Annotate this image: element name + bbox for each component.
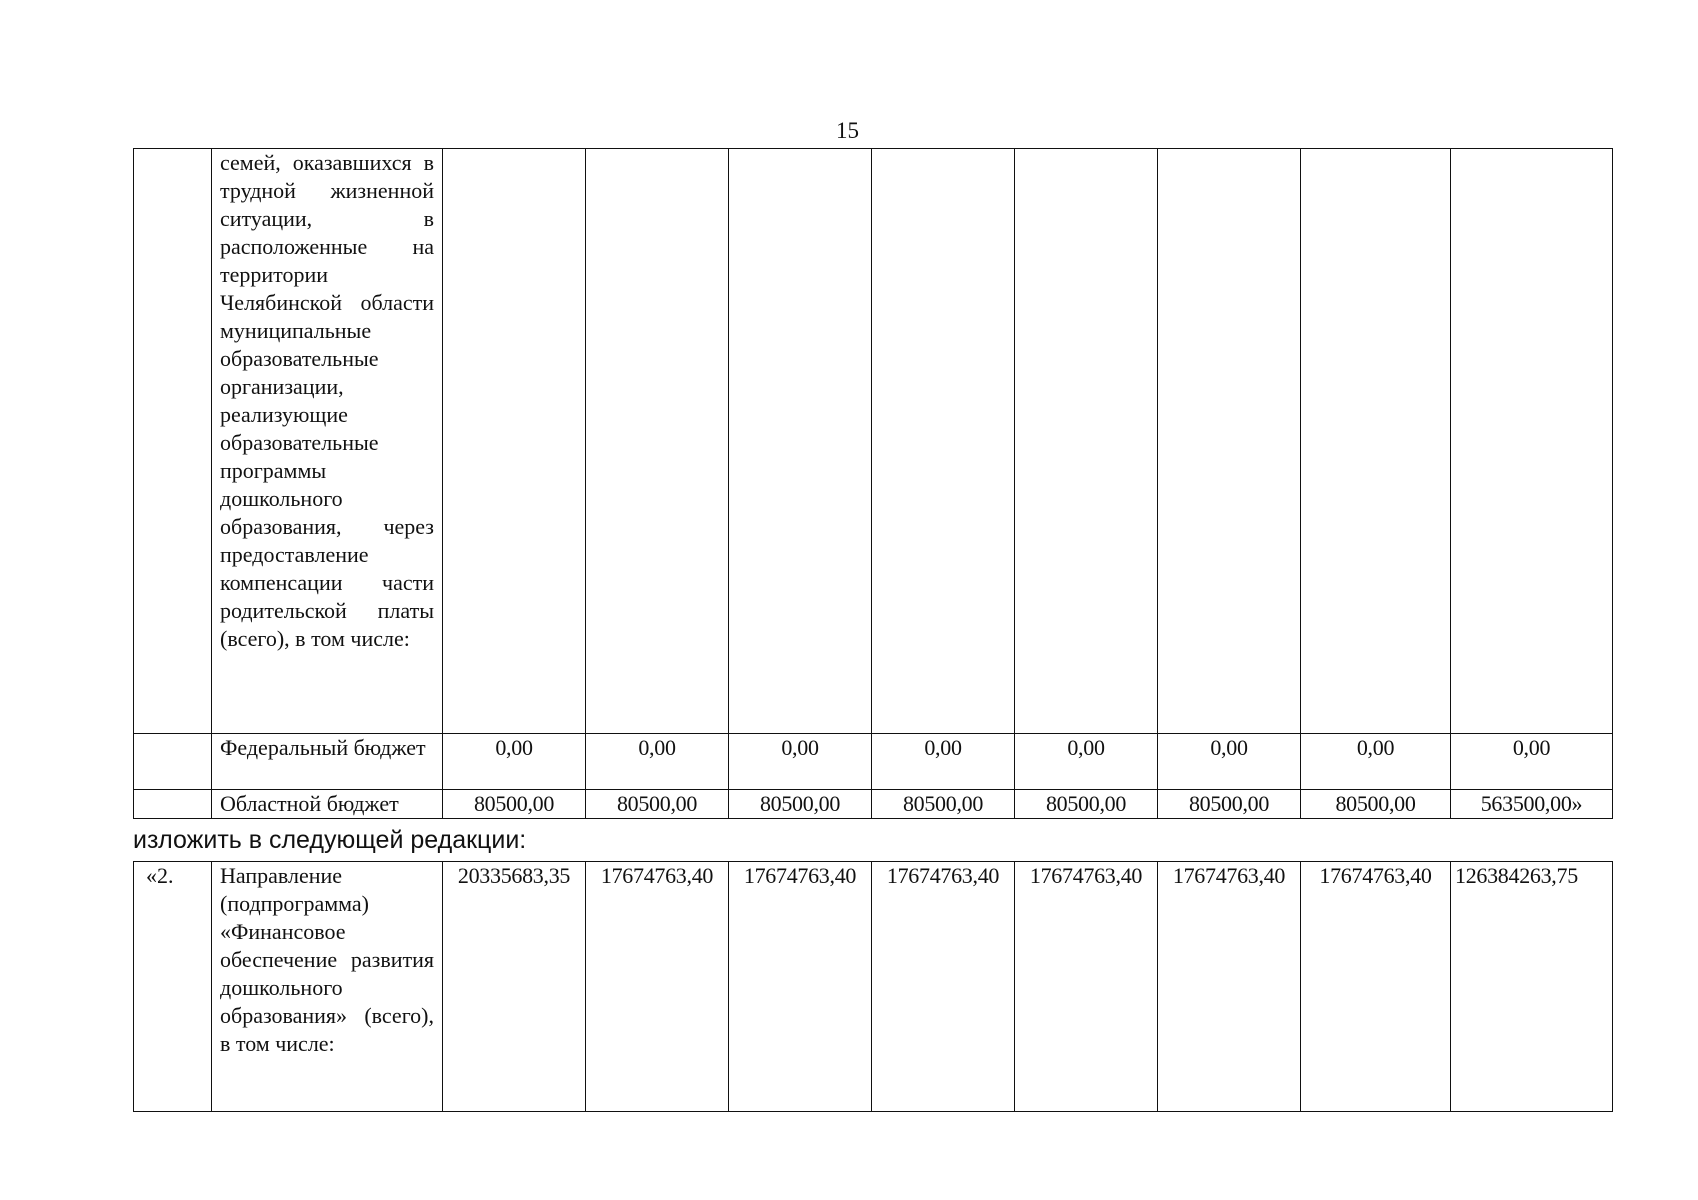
value-cell: 80500,00 <box>1158 790 1301 819</box>
value-cell: 0,00 <box>1451 734 1613 790</box>
value-cell: 0,00 <box>443 734 586 790</box>
value-cell: 17674763,40 <box>872 862 1015 1112</box>
value-cell: 80500,00 <box>729 790 872 819</box>
table-row-direction <box>134 862 1613 1112</box>
row-index-cell: «2. <box>134 862 212 1112</box>
empty-cell <box>1301 149 1451 734</box>
empty-cell <box>872 149 1015 734</box>
value-cell: 0,00 <box>586 734 729 790</box>
value-cell: 0,00 <box>872 734 1015 790</box>
table-row-regional-budget <box>134 790 1613 819</box>
value-cell: 80500,00 <box>872 790 1015 819</box>
value-cell: 80500,00 <box>1301 790 1451 819</box>
value-cell: 17674763,40 <box>1301 862 1451 1112</box>
empty-cell <box>729 149 872 734</box>
empty-cell <box>1158 149 1301 734</box>
value-cell: 80500,00 <box>1015 790 1158 819</box>
empty-cell <box>134 790 212 819</box>
value-cell: 17674763,40 <box>1015 862 1158 1112</box>
amendment-caption: изложить в следующей редакции: <box>133 826 527 854</box>
table-row <box>134 149 1613 734</box>
value-cell: 17674763,40 <box>729 862 872 1112</box>
row-label-cell: Федеральный бюджет <box>212 734 443 790</box>
row-description-cell: семей, оказавшихся в трудной жизненной ситуации, в расположенные на территории Челябинской области муниципальные образовательные организации, реализующие образовательные программы дошкольного образования, через предоставление компенсации части родительской платы (всего), в том числе: <box>212 149 443 734</box>
funding-table-new <box>133 861 1613 1112</box>
table-row-federal-budget <box>134 734 1613 790</box>
page-number: 15 <box>836 118 859 143</box>
value-cell: 0,00 <box>1158 734 1301 790</box>
funding-table-old <box>133 148 1613 819</box>
value-cell: 20335683,35 <box>443 862 586 1112</box>
empty-cell <box>1451 149 1613 734</box>
value-cell: 0,00 <box>1015 734 1158 790</box>
empty-cell <box>1015 149 1158 734</box>
empty-cell <box>134 734 212 790</box>
value-cell: 0,00 <box>729 734 872 790</box>
value-cell: 563500,00» <box>1451 790 1613 819</box>
value-cell: 17674763,40 <box>586 862 729 1112</box>
value-cell: 17674763,40 <box>1158 862 1301 1112</box>
row-description-cell: Направление (подпрограмма) «Финансовое обеспечение развития дошкольного образования» (всего), в том числе: <box>212 862 443 1112</box>
value-cell: 80500,00 <box>443 790 586 819</box>
empty-cell <box>586 149 729 734</box>
row-label-cell: Областной бюджет <box>212 790 443 819</box>
value-cell: 80500,00 <box>586 790 729 819</box>
empty-cell <box>443 149 586 734</box>
row-index-cell <box>134 149 212 734</box>
value-cell: 0,00 <box>1301 734 1451 790</box>
value-cell: 126384263,75 <box>1451 862 1613 1112</box>
